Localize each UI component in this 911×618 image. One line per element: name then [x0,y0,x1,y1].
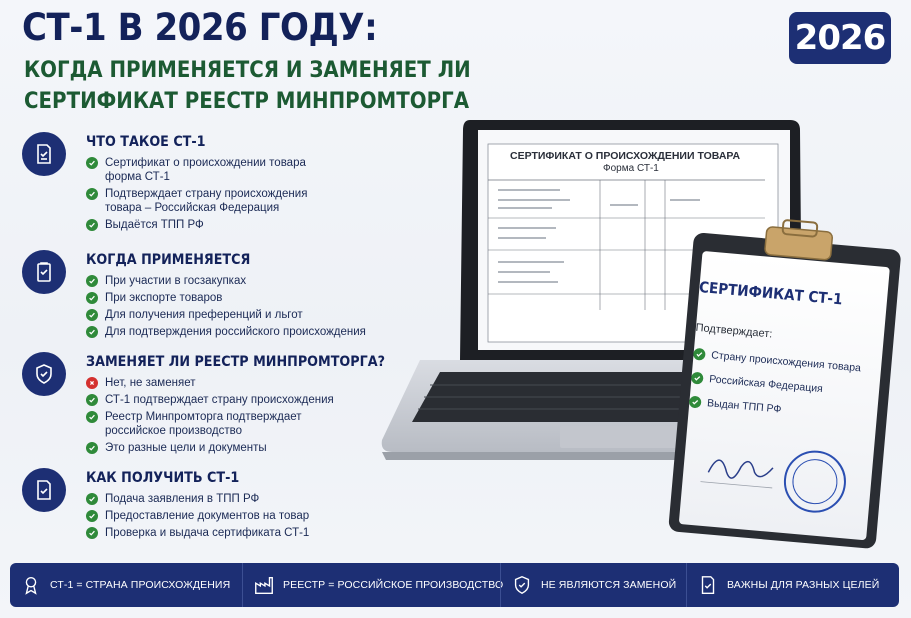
check-icon [86,394,98,406]
list-item: Российская Федерация [691,372,861,399]
clipboard-icon [22,250,66,294]
check-icon [693,348,706,361]
factory-icon [253,574,275,596]
list-item: Это разные цели и документы [86,441,386,455]
check-icon [86,275,98,287]
certificate-icon [22,132,66,176]
cross-icon [86,377,98,389]
bar-item-origin: СТ-1 = СТРАНА ПРОИСХОЖДЕНИЯ [10,563,242,607]
list-item: Подача заявления в ТПП РФ [86,492,386,506]
clipboard-confirms-label: Подтверждает: [695,321,773,341]
check-icon [86,442,98,454]
check-icon [86,188,98,200]
check-icon [86,292,98,304]
list-item: При участии в госзакупках [86,274,386,288]
document-check-icon [22,468,66,512]
section-title: КОГДА ПРИМЕНЯЕТСЯ [86,252,251,268]
section-title: ЗАМЕНЯЕТ ЛИ РЕЕСТР МИНПРОМТОРГА? [86,354,386,370]
page-subtitle-line1: КОГДА ПРИМЕНЯЕТСЯ И ЗАМЕНЯЕТ ЛИ [24,58,471,83]
list-item: Для получения преференций и льгот [86,308,386,322]
year-badge: 2026 [789,12,891,64]
list-item: Выдаётся ТПП РФ [86,218,386,232]
list-item: При экспорте товаров [86,291,386,305]
section-title: ЧТО ТАКОЕ СТ-1 [86,134,206,150]
shield-check-icon [511,574,533,596]
check-icon [86,326,98,338]
list-item: Страну происхождения товара [693,348,863,375]
list-item: Подтверждает страну происхождения товара – Российская Федерация [86,187,386,215]
check-icon [86,527,98,539]
section-title: КАК ПОЛУЧИТЬ СТ-1 [86,470,240,486]
medal-icon [20,574,42,596]
list-item: Реестр Минпромторга подтверждает российское производство [86,410,386,438]
check-icon [86,157,98,169]
bottom-summary-bar [10,563,899,607]
list-item: Предоставление документов на товар [86,509,386,523]
list-item: Нет, не заменяет [86,376,386,390]
bar-item-not-replace: НЕ ЯВЛЯЮТСЯ ЗАМЕНОЙ [500,563,686,607]
document-check-icon [697,574,719,596]
check-icon [86,411,98,423]
list-item: Для подтверждения российского происхождения [86,325,386,339]
bar-item-registry: РЕЕСТР = РОССИЙСКОЕ ПРОИЗВОДСТВО [242,563,500,607]
page-title: СТ-1 В 2026 ГОДУ: [22,6,378,49]
check-icon [691,372,704,385]
laptop-document-title: СЕРТИФИКАТ О ПРОИСХОЖДЕНИИ ТОВАРА [510,150,741,162]
bar-item-different-goals: ВАЖНЫ ДЛЯ РАЗНЫХ ЦЕЛЕЙ [686,563,899,607]
laptop-document-subtitle: Форма СТ-1 [603,163,659,174]
check-icon [86,219,98,231]
check-icon [689,396,702,409]
list-item: Сертификат о происхождении товара форма СТ-1 [86,156,386,184]
clipboard-certificate [689,278,870,422]
page-subtitle-line2: СЕРТИФИКАТ РЕЕСТР МИНПРОМТОРГА [24,89,470,114]
check-icon [86,510,98,522]
check-icon [86,493,98,505]
check-icon [86,309,98,321]
list-item: Проверка и выдача сертификата СТ-1 [86,526,386,540]
list-item: Выдан ТПП РФ [689,396,859,423]
list-item: СТ-1 подтверждает страну происхождения [86,393,386,407]
clipboard-title: СЕРТИФИКАТ СТ-1 [698,278,844,309]
shield-check-icon [22,352,66,396]
